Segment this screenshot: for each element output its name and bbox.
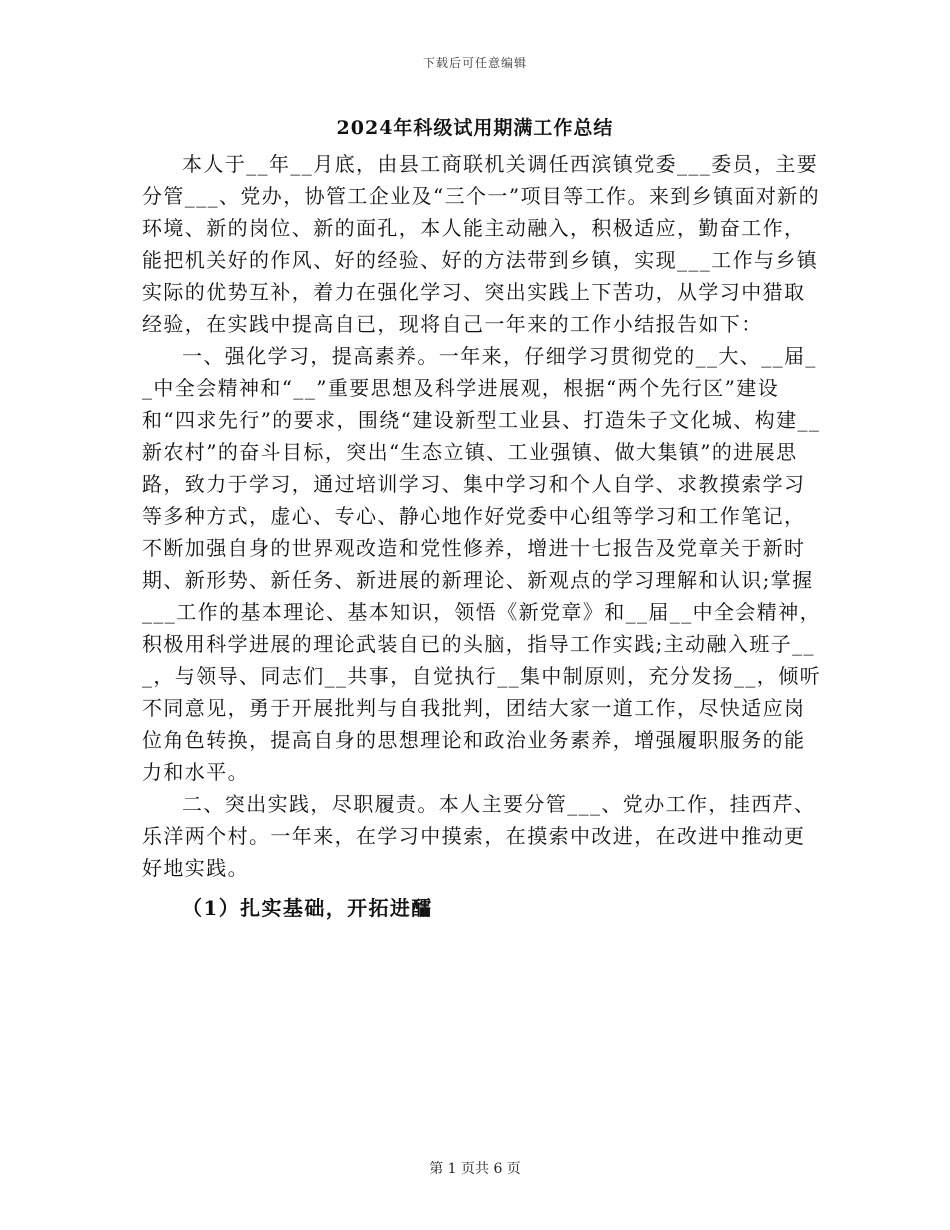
header-note: 下载后可任意编辑 [422,56,527,70]
document-body [142,148,822,924]
subheading: （1）扎实基础，开拓进醽 [182,896,433,920]
page-number: 第 1 页共 6 页 [429,1161,521,1177]
document-title: 2024年科级试用期满工作总结 [336,117,614,139]
paragraph-section-two: 二、突出实践，尽职履责。本人主要分管___、党办工作，挂西芹、乐洋两个村。一年来，在学习中摸索，在摸索中改进，在改进中推动更好地实践。 [142,792,816,880]
paragraph-section-one: 一、强化学习，提高素养。一年来，仔细学习贯彻党的__大、__届__中全会精神和“__”重要思想及科学进展观，根据“两个先行区”建设和“四求先行”的要求，围绕“建设新型工业县、打造朱子文化城、构建__新农村”的奋斗目标，突出“生态立镇、工业强镇、做大集镇”的进展思路，致力于学习，通过培训学习、集中学习和个人自学、求教摸索学习等多种方式，虚心、专心、静心地作好党委中心组等学习和工作笔记，不断加强自身的世界观改造和党性修养，增进十七报告及党章关于新时期、新形势、新任务、新进展的新理论、新观点的学习理解和认识;掌握___工作的基本理论、基本知识，领悟《新党章》和__届__中全会精神，积极用科学进展的理论武装自已的头脑，指导工作实践;主动融入班子___，与领导、同志们__共事，自觉执行__集中制原则，充分发扬__，倾听不同意见，勇于开展批判与自我批判，团结大家一道工作，尽快适应岗位角色转换，提高自身的思想理论和政治业务素养，增强履职服务的能力和水平。 [142,344,821,784]
paragraph-intro: 本人于__年__月底，由县工商联机关调任西滨镇党委___委员，主要分管___、党办，协管工企业及“三个一”项目等工作。来到乡镇面对新的环境、新的岗位、新的面孔，本人能主动融入，积极适应，勤奋工作，能把机关好的作风、好的经验、好的方法带到乡镇，实现___工作与乡镇实际的优势互补，着力在强化学习、突出实践上下苦功，从学习中猎取经验，在实践中提高自已，现将自己一年来的工作小结报告如下： [142,152,821,336]
